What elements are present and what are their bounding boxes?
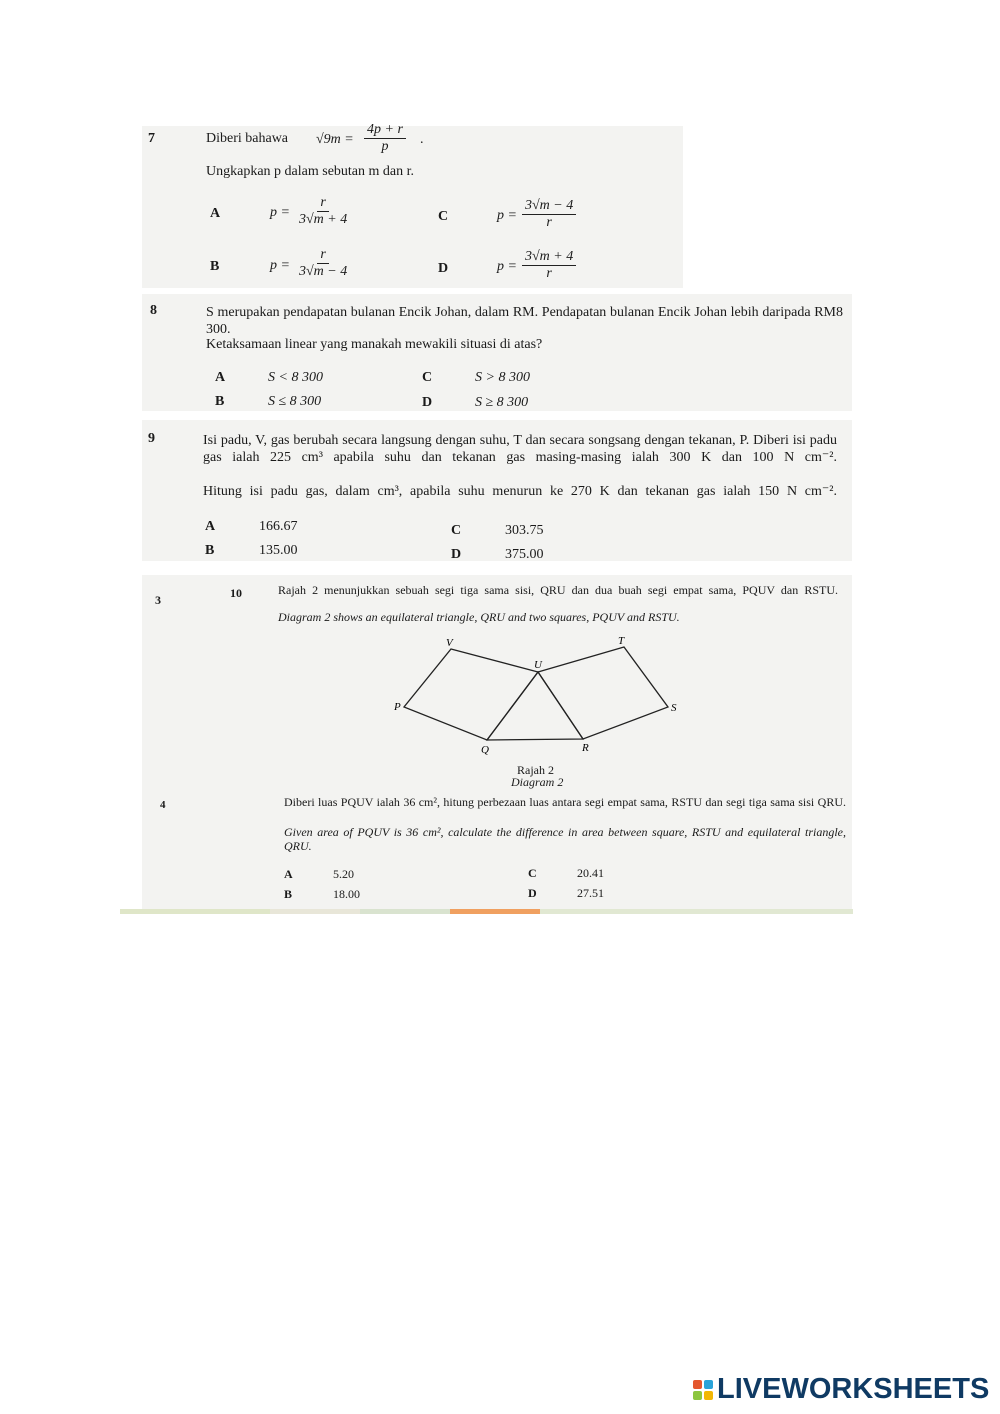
q10-option-d-value[interactable]: 27.51 (577, 886, 604, 900)
q9-option-a-value[interactable]: 166.67 (259, 519, 298, 534)
q10-intro-english: Diagram 2 shows an equilateral triangle, QRU and two squares, PQUV and RSTU. (278, 610, 680, 624)
q7-option-c-fraction[interactable] (522, 198, 576, 231)
q10-question-english: Given area of PQUV is 36 cm², calculate the difference in area between square, RSTU and equilateral triangle, QRU. (284, 825, 846, 853)
square-rstu (538, 647, 668, 739)
q10-option-c-letter[interactable]: C (528, 866, 537, 880)
q7-option-b-letter[interactable]: B (210, 259, 220, 274)
q8-option-d-value[interactable]: S ≥ 8 300 (475, 395, 529, 410)
q10-number: 10 (230, 586, 242, 600)
label-s: S (671, 702, 677, 714)
q7-option-a-fraction[interactable] (296, 195, 350, 228)
q9-option-b-value[interactable]: 135.00 (259, 543, 298, 558)
q10-option-b-value[interactable]: 18.00 (333, 887, 360, 901)
q7-option-a-lhs: p = (270, 205, 290, 220)
q7-option-c-denominator: r (546, 215, 552, 230)
q9-question: Hitung isi padu gas, dalam cm³, apabila suhu menurun ke 270 K dan tekanan gas ialah 150 N cm⁻². (203, 484, 837, 499)
q7-given-suffix: . (420, 132, 424, 147)
q9-option-c-value[interactable]: 303.75 (505, 523, 544, 538)
label-q: Q (481, 744, 489, 756)
q8-option-c-value[interactable]: S > 8 300 (475, 370, 530, 385)
bottom-strip (120, 909, 853, 914)
q9-option-d-value[interactable]: 375.00 (505, 547, 544, 562)
logo-grid-icon (693, 1380, 713, 1400)
q10-margin-mark-bottom: 4 (160, 799, 166, 811)
label-p: P (394, 701, 401, 713)
q8-option-b-value[interactable]: S ≤ 8 300 (268, 394, 322, 409)
q7-given-lhs: √9m = (316, 132, 354, 147)
q9-option-c-letter[interactable]: C (451, 523, 462, 538)
q8-option-c-letter[interactable]: C (422, 370, 433, 385)
q9-option-a-letter[interactable]: A (205, 519, 216, 534)
q7-option-c-numerator: 3√m − 4 (522, 198, 576, 215)
square-pquv (404, 649, 538, 740)
q10-intro-malay: Rajah 2 menunjukkan sebuah segi tiga sama sisi, QRU dan dua buah segi empat sama, PQUV dan RSTU. (278, 583, 838, 597)
q7-option-b-numerator: r (317, 247, 328, 264)
q9-text: Isi padu, V, gas berubah secara langsung dengan suhu, T dan secara songsang dengan tekanan, P. Diberi isi padu gas ialah 225 cm³ apabila suhu dan tekanan gas masing-masing ialah 300 K dan 100 N cm⁻². (203, 433, 837, 465)
q8-option-b-letter[interactable]: B (215, 394, 225, 409)
question-7-panel (142, 126, 683, 288)
q7-option-d-denominator: r (546, 266, 552, 281)
label-r: R (582, 742, 589, 754)
label-t: T (618, 635, 625, 647)
q9-number: 9 (148, 431, 155, 446)
q9-option-d-letter[interactable]: D (451, 547, 462, 562)
q7-option-b-fraction[interactable] (296, 247, 350, 280)
q8-option-a-value[interactable]: S < 8 300 (268, 370, 323, 385)
q8-text: S merupakan pendapatan bulanan Encik Johan, dalam RM. Pendapatan bulanan Encik Johan lebih daripada RM8 300. (206, 305, 843, 337)
q8-number: 8 (150, 303, 157, 318)
q7-given-denominator: p (381, 139, 389, 154)
q7-option-d-numerator: 3√m + 4 (522, 249, 576, 266)
q7-option-c-letter[interactable]: C (438, 209, 449, 224)
logo-wordmark: LIVEWORKSHEETS (717, 1373, 990, 1405)
q10-option-c-value[interactable]: 20.41 (577, 866, 604, 880)
q10-option-a-letter[interactable]: A (284, 867, 293, 881)
liveworksheets-logo (693, 1373, 989, 1406)
label-u: U (534, 659, 542, 671)
q7-option-d-lhs: p = (497, 259, 517, 274)
q10-question-malay: Diberi luas PQUV ialah 36 cm², hitung perbezaan luas antara segi empat sama, RSTU dan segi tiga sama sisi QRU. (284, 795, 846, 809)
q9-option-b-letter[interactable]: B (205, 543, 215, 558)
q7-option-d-letter[interactable]: D (438, 261, 449, 276)
q7-option-c-lhs: p = (497, 208, 517, 223)
diagram-caption-english: Diagram 2 (511, 775, 564, 789)
q7-option-a-numerator: r (317, 195, 328, 212)
q10-option-a-value[interactable]: 5.20 (333, 867, 354, 881)
q10-option-b-letter[interactable]: B (284, 887, 293, 901)
q7-option-d-fraction[interactable] (522, 249, 576, 282)
q10-margin-mark-top: 3 (155, 593, 161, 607)
q7-option-b-denominator: 3√m − 4 (299, 264, 348, 279)
q8-option-d-letter[interactable]: D (422, 395, 433, 410)
q7-given-fraction (364, 122, 406, 155)
q10-option-d-letter[interactable]: D (528, 886, 537, 900)
q8-question: Ketaksamaan linear yang manakah mewakili situasi di atas? (206, 337, 543, 352)
triangle-qru (487, 672, 583, 740)
q7-option-b-lhs: p = (270, 258, 290, 273)
q8-option-a-letter[interactable]: A (215, 370, 226, 385)
q7-option-a-denominator: 3√m + 4 (299, 212, 348, 227)
diagram-caption-malay: Rajah 2 (517, 763, 554, 777)
label-v: V (446, 637, 453, 649)
q7-given-numerator: 4p + r (364, 122, 406, 139)
q7-given-prefix: Diberi bahawa (206, 131, 289, 146)
q7-option-a-letter[interactable]: A (210, 206, 221, 221)
q7-instruction: Ungkapkan p dalam sebutan m dan r. (206, 164, 415, 179)
q7-number: 7 (148, 131, 155, 146)
